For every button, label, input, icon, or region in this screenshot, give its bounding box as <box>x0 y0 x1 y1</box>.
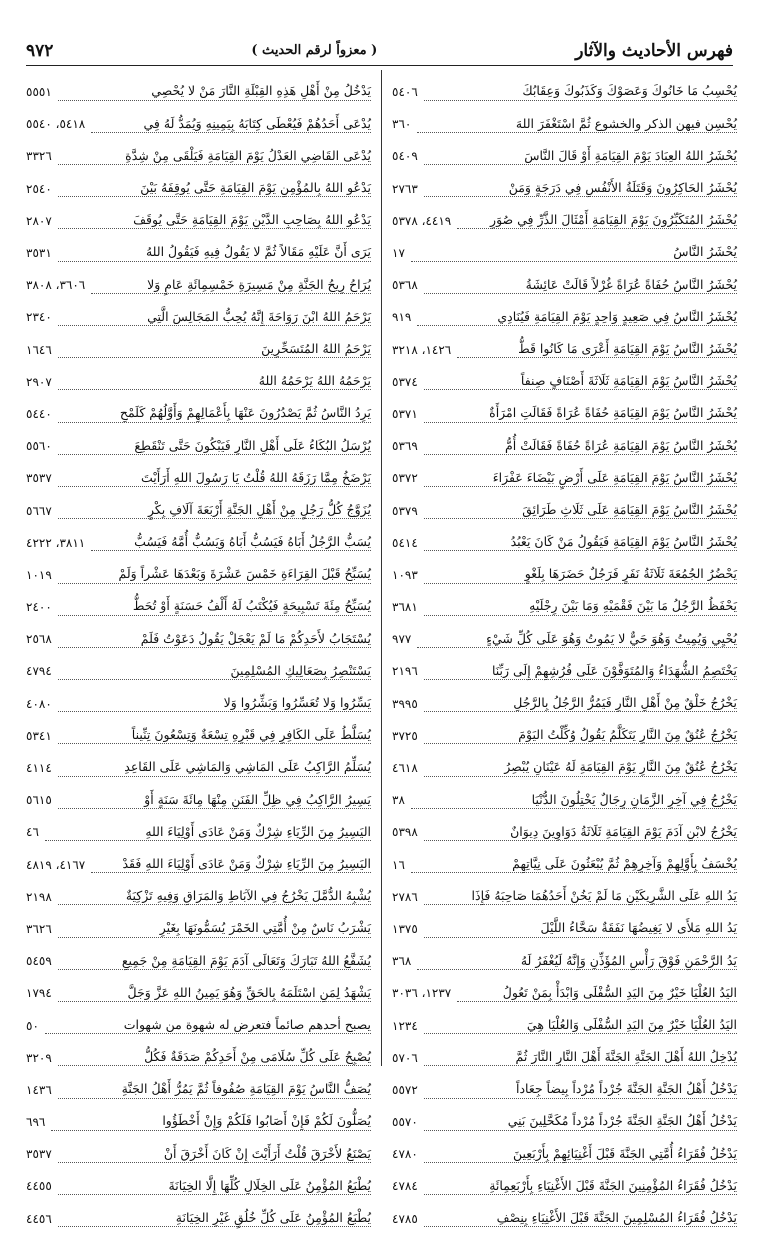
entry-reference: ١٣٧٥ <box>392 921 418 936</box>
entry-text: يَسْتَنْصِرُ بِصَعَالِيكِ المُسْلِمِينَ <box>58 663 371 680</box>
entry-reference: ٤٧٩٤ <box>26 664 52 679</box>
entry-text: يُزَوَّجُ كُلُّ رَجُلٍ مِنْ أَهْلِ الجَنَّةِ أَرْبَعَةَ آلَافِ بِكْرٍ <box>58 502 371 519</box>
entry-reference: ٥٣٩٨ <box>392 825 418 840</box>
entry-text: يَدُ الرَّحْمَنِ فَوْقَ رَأْسِ المُؤَذِّنِ وَإِنَّهُ لَيُغْفَرُ لَهُ <box>417 953 737 970</box>
entry-reference: ٤٤٥٦ <box>26 1211 52 1226</box>
index-entry <box>26 1009 371 1041</box>
entry-reference: ١٠١٩ <box>26 567 52 582</box>
index-entry <box>392 945 737 977</box>
entry-reference: ٥٠ <box>26 1018 39 1033</box>
entry-reference: ٥٣٧٩ <box>392 503 418 518</box>
index-entry <box>392 1138 737 1170</box>
index-entry <box>26 527 371 559</box>
entry-reference: ٣٨١١، ٤٢٢٢ <box>26 535 86 550</box>
entry-text: يُحْشَرُ النَّاسُ يَوْمَ القِيَامَةِ عَلَى ثَلَاثِ طَرَائِقَ <box>424 502 737 519</box>
entry-text: يُطْبَعُ المُؤْمِنُ عَلَى الخِلَالِ كُلِّهَا إِلَّا الخِيَانَةَ <box>58 1178 371 1195</box>
index-entry <box>26 462 371 494</box>
entry-reference: ٥٣٦٩ <box>392 439 418 454</box>
entry-reference: ٤١١٤ <box>26 761 52 776</box>
entry-reference: ١٤٣٦ <box>26 1082 52 1097</box>
entry-text: يُحْيِي وَيُمِيتُ وَهُوَ حَيٌّ لا يَمُوتُ وَهُوَ عَلَى كُلِّ شَيْءٍ <box>417 631 737 648</box>
entry-reference: ٥٥٧٢ <box>392 1082 418 1097</box>
index-entry <box>26 76 371 108</box>
entry-text: يَخْرُجُ فِي آخِرِ الزَّمَانِ رِجَالٌ يَخْتِلُونَ الدُّنْيَا <box>411 792 737 809</box>
entry-reference: ٤٧٨٥ <box>392 1211 418 1226</box>
entry-reference: ٤٦ <box>26 825 39 840</box>
index-entry <box>392 816 737 848</box>
entry-text: يُحْشَرُ اللهُ العِبَادَ يَوْمَ القِيَامَةِ أَوْ قَالَ النَّاسَ <box>424 148 737 165</box>
entry-text: يصبح أحدهم صائماً فتعرض له شهوة من شهوات <box>45 1017 371 1034</box>
entry-reference: ٤٦١٨ <box>392 761 418 776</box>
index-entry <box>392 655 737 687</box>
entry-reference: ٢٧٦٣ <box>392 181 418 196</box>
index-entry <box>26 430 371 462</box>
entry-reference: ٣٦٢٦ <box>26 921 52 936</box>
index-entry <box>392 688 737 720</box>
entry-text: يُشْبِهُ الدُّمَّلَ يَخْرُجُ فِي الآبَاطِ وَالمَرَاقِ وَفِيهِ تَزْكِيَةٌ <box>58 888 371 905</box>
entry-reference: ١٧٩٤ <box>26 986 52 1001</box>
index-entry <box>26 237 371 269</box>
index-entry <box>26 140 371 172</box>
entry-reference: ٥٦١٥ <box>26 793 52 808</box>
entry-text: يُصَلُّونَ لَكُمْ فَإِنْ أَصَابُوا فَلَكُمْ وَإِنْ أَخْطَؤُوا <box>51 1113 371 1130</box>
index-entry <box>26 1042 371 1074</box>
index-entry <box>26 1170 371 1202</box>
entry-text: يُصَفُّ النَّاسُ يَوْمَ القِيَامَةِ صُفُوفاً ثُمَّ يَمُرُّ أَهْلُ الجَنَّةِ <box>58 1081 371 1098</box>
index-entry <box>26 688 371 720</box>
entry-text: يُحْشَرُ الحَاكِرُونَ وَقَتَلَةُ الأَنْفُسِ فِي دَرَجَةٍ وَمَنْ <box>424 180 737 197</box>
entry-reference: ٦٩٦ <box>26 1115 46 1130</box>
entry-reference: ٥٥٦٠ <box>26 439 52 454</box>
entry-text: يُسَبِّحُ مِئَةَ تَسْبِيحَةٍ فَيُكْتَبُ لَهُ أَلْفُ حَسَنَةٍ أَوْ تُحَطُّ <box>58 598 371 615</box>
index-entry <box>26 1203 371 1235</box>
entry-reference: ٢٩٠٧ <box>26 374 52 389</box>
index-title: فهرس الأحاديث والآثار <box>575 40 733 61</box>
entry-reference: ٥٣٤١ <box>26 728 52 743</box>
index-entry <box>392 334 737 366</box>
index-entry <box>392 237 737 269</box>
entry-text: يُرْسَلُ البُكَاءُ عَلَى أَهْلِ النَّارِ فَيَبْكُونَ حَتَّى تَنْقَطِعَ <box>58 438 371 455</box>
entry-text: يُدْعَى أَحَدُهُمْ فَيُعْطَى كِتَابَهُ بِيَمِينِهِ وَيُمَدُّ لَهُ فِي <box>91 116 371 133</box>
page-number: ٩٧٢ <box>26 40 54 61</box>
entry-reference: ٥٤١٤ <box>392 535 418 550</box>
index-entry <box>392 173 737 205</box>
index-entry <box>392 849 737 881</box>
entry-text: يُحْشَرُ النَّاسُ يَوْمَ القِيَامَةِ ثَلَاثَةَ أَصْنَافٍ صِنفاً <box>424 373 737 390</box>
entry-text: يَدُ اللهِ مَلأَى لا يَغِيضُهَا نَفَقَةٌ سَحَّاءُ اللَّيْلَ <box>424 920 737 937</box>
entry-reference: ٣٥٣٧ <box>26 1147 52 1162</box>
entry-text: يَرْضَخُ مِمَّا رَزَقَهُ اللهُ قُلْتُ يَا رَسُولَ اللهِ أَرَأَيْتَ <box>58 470 371 487</box>
index-entry <box>392 398 737 430</box>
entry-reference: ٢٥٦٨ <box>26 632 52 647</box>
entry-reference: ٣٦٨ <box>392 954 412 969</box>
entry-reference: ٥٦٦٧ <box>26 503 52 518</box>
entry-text: يَدُ اللهِ عَلَى الشَّرِيكَيْنِ مَا لَمْ يَخُنْ أَحَدُهُمَا صَاحِبَهُ فَإِذَا <box>424 888 737 905</box>
index-entry <box>26 913 371 945</box>
index-entry <box>26 945 371 977</box>
entry-reference: ٤٧٨٤ <box>392 1179 418 1194</box>
entry-text: يُسَلِّمُ الرَّاكِبُ عَلَى المَاشِي وَالمَاشِي عَلَى القَاعِدِ <box>58 759 371 776</box>
entry-text: يُسَبِّحُ قَبْلَ القِرَاءَةِ خَمْسَ عَشْرَةَ وَبَعْدَهَا عَشْراً وَلَمْ <box>58 566 371 583</box>
index-subtitle: ( معزواً لرقم الحديث ) <box>251 43 378 58</box>
index-entry <box>392 430 737 462</box>
entry-text: يَدْعُو اللهُ بِالمُؤْمِنِ يَوْمَ القِيَامَةِ حَتَّى يُوقِفَهُ بَيْنَ <box>58 180 371 197</box>
index-entry <box>392 1074 737 1106</box>
entry-reference: ٣٦٨١ <box>392 600 418 615</box>
entry-text: يُدْخِلُ اللهُ أَهْلَ الجَنَّةِ الجَنَّةَ أَهْلَ النَّارِ النَّارَ ثُمَّ <box>424 1049 737 1066</box>
entry-text: يَدْخُلُ مِنْ أَهْلِ هَذِهِ القِبْلَةِ النَّارَ مَنْ لا يُحْصِي <box>58 83 371 100</box>
entry-reference: ٤٠٨٠ <box>26 696 52 711</box>
index-entry <box>26 881 371 913</box>
entry-reference: ٥٥٥١ <box>26 85 52 100</box>
entry-text: يَخْرُجُ خَلْقٌ مِنْ أَهْلِ النَّارِ فَيَمُرُّ الرَّجُلُ بِالرَّجُلِ <box>424 695 737 712</box>
entry-text: يَدْخُلُ أَهْلُ الجَنَّةِ الجَنَّةَ جُرْداً مُرْداً بِيضاً جِعَاداً <box>424 1081 737 1098</box>
entry-text: يَخْرُجُ عُنُقٌ مِنَ النَّارِ يَوْمَ القِيَامَةِ لَهُ عَيْنَانِ يُبْصِرُ <box>424 759 737 776</box>
entry-reference: ٥٤٥٩ <box>26 954 52 969</box>
entry-text: يَخْتَصِمُ الشُّهَدَاءُ وَالمُتَوَفَّوْنَ عَلَى فُرُشِهِمْ إِلَى رَبِّنَا <box>424 663 737 680</box>
index-entry <box>392 301 737 333</box>
index-entry <box>392 1042 737 1074</box>
entry-text: يَحْفَظُ الرَّجُلُ مَا بَيْنَ فَقْمَيْهِ وَمَا بَيْنَ رِجْلَيْهِ <box>424 598 737 615</box>
index-entry <box>26 334 371 366</box>
index-entry <box>392 140 737 172</box>
index-entry <box>26 559 371 591</box>
entry-text: يَرْحَمُهُ اللهُ يَرْحَمُهُ اللهُ <box>58 373 371 390</box>
entry-text: يُحْشَرُ النَّاسُ حُفَاةً عُرَاةً غُرْلاً قَالَتْ عَائِشَةُ <box>424 277 737 294</box>
entry-text: يَصْنَعُ لأَخْرَقَ قُلْتُ أَرَأَيْتَ إِنْ كَانَ أَخْرَقَ أَنْ <box>58 1146 371 1163</box>
entry-text: يُحْشَرُ النَّاسُ فِي صَعِيدٍ وَاحِدٍ يَوْمَ القِيَامَةِ فَيُنَادِي <box>417 309 737 326</box>
entry-text: اليَسِيرُ مِنَ الرِّيَاءِ شِرْكٌ وَمَنْ عَادَى أَوْلِيَاءَ اللهِ <box>45 824 371 841</box>
entry-text: يَشْهَدُ لِمَنِ اسْتَلَمَهُ بِالحَقِّ وَهُوَ يَمِينُ اللهِ عَزَّ وَجَلَّ <box>58 985 371 1002</box>
entry-reference: ١٠٩٣ <box>392 567 418 582</box>
entry-reference: ٤٤١٩، ٥٣٧٨ <box>392 213 452 228</box>
index-entry <box>392 108 737 140</box>
entry-reference: ٢٣٤٠ <box>26 310 52 325</box>
index-entry <box>26 591 371 623</box>
index-entry <box>26 849 371 881</box>
entry-reference: ٥٣٦٨ <box>392 278 418 293</box>
entry-reference: ٣٩٩٥ <box>392 696 418 711</box>
entry-text: يَشْرَبُ نَاسٌ مِنْ أُمَّتِي الخَمْرَ يُسَمُّونَهَا بِغَيْرِ <box>58 920 371 937</box>
entry-text: يُحْشَرُ المُتَكَبِّرُونَ يَوْمَ القِيَامَةِ أَمْثَالَ الذَّرِّ فِي صُوَرِ <box>457 212 737 229</box>
entry-text: يُحْسِن فيهن الذكر والخشوع ثُمَّ اسْتَغْفَرَ اللهَ <box>417 116 737 133</box>
entry-text: يُطْبَعُ المُؤْمِنُ عَلَى كُلِّ خُلُقٍ غَيْرِ الخِيَانَةِ <box>58 1210 371 1227</box>
entry-reference: ٥٤٠٩ <box>392 149 418 164</box>
index-entry <box>26 398 371 430</box>
entry-text: يُصْبِحُ عَلَى كُلِّ سُلَامَى مِنْ أَحَدِكُمْ صَدَقَةٌ فَكُلُّ <box>58 1049 371 1066</box>
index-entry <box>392 720 737 752</box>
entry-text: يُحْشَرُ النَّاسُ <box>411 244 737 261</box>
entry-text: يَدْعُو اللهُ بِصَاحِبِ الدَّيْنِ يَوْمَ القِيَامَةِ حَتَّى يُوقَفَ <box>58 212 371 229</box>
entry-text: يُحْشَرُ النَّاسُ يَوْمَ القِيَامَةِ أَعْرَى مَا كَانُوا قَطُّ <box>457 341 737 358</box>
entry-reference: ١٤٢٦، ٣٢١٨ <box>392 342 452 357</box>
entry-reference: ٣٦٠٦، ٣٨٠٨ <box>26 278 86 293</box>
entry-text: يُسَلَّطُ عَلَى الكَافِرِ فِي قَبْرِهِ تِسْعَةٌ وَتِسْعُونَ تِنِّيناً <box>58 727 371 744</box>
index-entry <box>26 720 371 752</box>
index-entry <box>392 977 737 1009</box>
entry-reference: ٥٥٧٠ <box>392 1115 418 1130</box>
entry-text: يُخْسَفُ بِأَوَّلِهِمْ وَآخِرِهِمْ ثُمَّ يُبْعَثُونَ عَلَى نِيَّاتِهِمْ <box>411 856 737 873</box>
entry-reference: ٣٦٠ <box>392 117 412 132</box>
entry-text: يُحْشَرُ النَّاسُ يَوْمَ القِيَامَةِ حُفَاةً عُرَاةً فَقَالَتِ امْرَأَةٌ <box>424 405 737 422</box>
entry-reference: ١٧ <box>392 246 405 261</box>
index-entry <box>392 623 737 655</box>
entry-reference: ٢١٩٨ <box>26 889 52 904</box>
entry-reference: ٥٣٧١ <box>392 406 418 421</box>
index-entry <box>26 784 371 816</box>
index-entry <box>392 366 737 398</box>
index-entry <box>26 655 371 687</box>
entry-reference: ٢١٩٦ <box>392 664 418 679</box>
entry-reference: ٥٤٠٦ <box>392 85 418 100</box>
entry-reference: ١٦٤٦ <box>26 342 52 357</box>
index-entry <box>26 1106 371 1138</box>
entry-text: يَخْرُجُ لابْنِ آدَمَ يَوْمَ القِيَامَةِ ثَلَاثَةُ دَوَاوِينَ دِيوَانٌ <box>424 824 737 841</box>
entry-reference: ٥٤١٨، ٥٥٤٠ <box>26 117 86 132</box>
right-column <box>392 76 737 1235</box>
entry-reference: ٢٥٤٠ <box>26 181 52 196</box>
entry-text: يَرْحَمُ اللهُ المُتَسَحِّرِينَ <box>58 341 371 358</box>
entry-reference: ٩٧٧ <box>392 632 412 647</box>
left-column <box>26 76 371 1235</box>
index-entry <box>392 913 737 945</box>
entry-reference: ٣٥٣٧ <box>26 471 52 486</box>
entry-text: يُشَفَّعُ اللهُ تَبَارَكَ وَتَعَالَى آدَمَ يَوْمَ القِيَامَةِ مِنْ جَمِيعِ <box>58 953 371 970</box>
index-entry <box>392 752 737 784</box>
entry-text: يُسْتَجَابُ لأَحَدِكُمْ مَا لَمْ يَعْجَلْ يَقُولُ دَعَوْتُ فَلَمْ <box>58 631 371 648</box>
entry-reference: ٤٧٨٠ <box>392 1147 418 1162</box>
entry-text: يُحْشَرُ النَّاسُ يَوْمَ القِيَامَةِ عَلَى أَرْضٍ بَيْضَاءَ عَفْرَاءَ <box>424 470 737 487</box>
entry-reference: ٥٣٧٤ <box>392 374 418 389</box>
entry-reference: ٤١٦٧، ٤٨١٩ <box>26 857 86 872</box>
index-entry <box>392 559 737 591</box>
index-entry <box>392 1170 737 1202</box>
entry-reference: ٢٨٠٧ <box>26 213 52 228</box>
index-entry <box>26 816 371 848</box>
entry-reference: ٥٤٤٠ <box>26 406 52 421</box>
entry-reference: ٥٣٧٢ <box>392 471 418 486</box>
index-entry <box>26 366 371 398</box>
index-entry <box>26 301 371 333</box>
index-entry <box>26 752 371 784</box>
index-entry <box>392 462 737 494</box>
index-entry <box>392 494 737 526</box>
entry-reference: ٥٧٠٦ <box>392 1050 418 1065</box>
index-entry <box>26 623 371 655</box>
index-entry <box>26 494 371 526</box>
entry-text: يُحْسِبُ مَا خَانُوكَ وَعَصَوْكَ وَكَذَبُوكَ وَعِقَابُكَ <box>424 83 737 100</box>
entry-text: يَرْحَمُ اللهُ ابْنَ رَوَاحَةَ إِنَّهُ يُحِبُّ المَجَالِسَ الَّتِي <box>58 309 371 326</box>
entry-text: اليَدُ العُلْيَا خَيْرٌ مِنَ اليَدِ السُّفْلَى وَالعُلْيَا هِيَ <box>424 1017 737 1034</box>
entry-reference: ٣٣٢٦ <box>26 149 52 164</box>
index-entry <box>392 881 737 913</box>
entry-reference: ١٢٣٤ <box>392 1018 418 1033</box>
index-entry <box>392 1009 737 1041</box>
entry-text: يُسَبُّ الرَّجُلُ أَبَاهُ فَيَسُبُّ أَبَاهُ وَيَسُبُّ أُمَّهُ فَيَسُبُّ <box>91 534 371 551</box>
index-entry <box>392 591 737 623</box>
entry-reference: ٤٤٥٥ <box>26 1179 52 1194</box>
entry-text: يَخْرُجُ عُنُقٌ مِنَ النَّارِ يَتَكَلَّمُ يَقُولُ وُكِّلْتُ اليَوْمَ <box>424 727 737 744</box>
entry-text: يُحْشَرُ النَّاسُ يَوْمَ القِيَامَةِ عُرَاةً حُفَاةً فَقَالَتْ أُمُّ <box>424 438 737 455</box>
index-entry <box>26 1138 371 1170</box>
column-divider <box>381 70 382 1066</box>
entry-reference: ٢٤٠٠ <box>26 600 52 615</box>
index-entry <box>26 269 371 301</box>
index-entry <box>26 173 371 205</box>
entry-text: يُرَاحُ رِيحُ الجَنَّةِ مِنْ مَسِيرَةِ خَمْسِمِائَةِ عَامٍ وَلا <box>91 277 371 294</box>
entry-reference: ١٦ <box>392 857 405 872</box>
entry-text: يَدْخُلُ فُقَرَاءُ أُمَّتِي الجَنَّةَ قَبْلَ أَغْنِيَائِهِمْ بِأَرْبَعِينَ <box>424 1146 737 1163</box>
entry-text: يَرَى أَنَّ عَلَيْهِ مَقَالاً ثُمَّ لا يَقُولُ فِيهِ فَيَقُولُ اللهُ <box>58 244 371 261</box>
entry-text: يَسِيرُ الرَّاكِبُ فِي ظِلِّ الفَنَنِ مِنْهَا مِائَةَ سَنَةٍ أَوْ <box>58 792 371 809</box>
entry-reference: ٩١٩ <box>392 310 412 325</box>
index-entry <box>392 76 737 108</box>
entry-text: يُدْعَى القَاضِي العَدْلُ يَوْمَ القِيَامَةِ فَيَلْقَى مِنْ شِدَّةِ <box>58 148 371 165</box>
entry-text: يَدْخُلُ فُقَرَاءُ المُسْلِمِينَ الجَنَّةَ قَبْلَ الأَغْنِيَاءِ بِنِصْفِ <box>424 1210 737 1227</box>
page-header <box>26 36 733 66</box>
index-entry <box>26 977 371 1009</box>
index-entry <box>26 205 371 237</box>
index-entry <box>26 1074 371 1106</box>
entry-text: اليَسِيرُ مِنَ الرِّيَاءِ شِرْكٌ وَمَنْ عَادَى أَوْلِيَاءَ اللهِ فَقَدْ <box>91 856 371 873</box>
entry-reference: ٢٧٨٦ <box>392 889 418 904</box>
index-entry <box>392 784 737 816</box>
entry-text: اليَدُ العُلْيَا خَيْرٌ مِنَ اليَدِ السُّفْلَى وَابْدَأْ بِمَنْ تَعُولُ <box>457 985 737 1002</box>
entry-text: يَدْخُلُ فُقَرَاءُ المُؤْمِنِينَ الجَنَّةَ قَبْلَ الأَغْنِيَاءِ بِأَرْبَعِمِائَةِ <box>424 1178 737 1195</box>
index-entry <box>392 527 737 559</box>
index-entry <box>392 1106 737 1138</box>
entry-text: يَرِدُ النَّاسُ ثُمَّ يَصْدُرُونَ عَنْهَا بِأَعْمَالِهِمْ وَأَوَّلُهُمْ كَلَمْحِ <box>58 405 371 422</box>
index-entry <box>392 1203 737 1235</box>
entry-text: يَدْخُلُ أَهْلُ الجَنَّةِ الجَنَّةَ جُرْداً مُرْداً مُكَحَّلِينَ بَنِي <box>424 1113 737 1130</box>
entry-reference: ٣٨ <box>392 793 405 808</box>
entry-text: يَسِّرُوا وَلا تُعَسِّرُوا وَبَشِّرُوا وَلا <box>58 695 371 712</box>
index-entry <box>392 205 737 237</box>
index-entry <box>26 108 371 140</box>
index-entry <box>392 269 737 301</box>
entry-text: يَحْضُرُ الجُمُعَةَ ثَلَاثَةُ نَفَرٍ فَرَجُلٌ حَضَرَهَا بِلَغْوٍ <box>424 566 737 583</box>
entry-reference: ٣٥٣١ <box>26 246 52 261</box>
entry-text: يُحْشَرُ النَّاسُ يَوْمَ القِيَامَةِ فَيَقُولُ مَنْ كَانَ يَعْبُدُ <box>424 534 737 551</box>
entry-reference: ١٢٣٧، ٣٠٣٦ <box>392 986 452 1001</box>
entry-reference: ٣٧٢٥ <box>392 728 418 743</box>
entry-reference: ٣٢٠٩ <box>26 1050 52 1065</box>
